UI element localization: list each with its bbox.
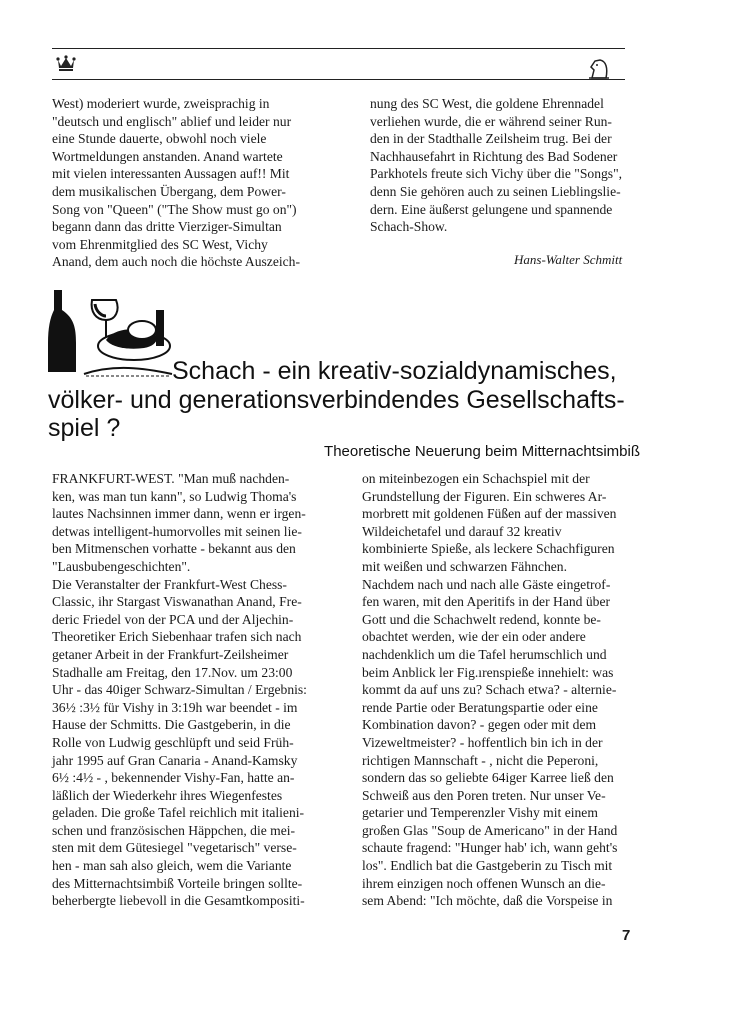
text-line: kommt da auf uns zu? Schach etwa? - alternie- [362,682,617,698]
text-line: Schach-Show. [370,219,448,235]
text-line: 6½ :4½ - , bekennender Vishy-Fan, hatte an- [52,770,295,786]
text-line: Schweiß aus den Poren treten. Nur unser Ve- [362,787,606,803]
text-line: Parkhotels freute sich Vichy über die "Songs", [370,166,623,182]
text-line: ken, was man tun kann", so Ludwig Thoma's [52,488,297,504]
text-line: Hause der Schmitts. Die Gastgeberin, in die [52,717,291,733]
text-line: Gott und die Schachwelt redend, konnte be- [362,611,601,627]
text-line: rende Partie oder Beratungspartie oder eine [362,699,598,715]
text-line: denn Sie gehören auch zu seinen Lieblingslie- [370,183,621,199]
top-left-column [52,95,300,271]
text-line: Rolle von Ludwig geschlüpft und seid Früh- [52,734,294,750]
text-line: Vizeweltmeister? - hoffentlich bin ich in der [362,734,603,750]
text-line: 36½ :3½ für Vishy in 3:19h war beendet - im [52,699,298,715]
text-line: geladen. Die große Tafel reichlich mit italieni- [52,805,305,821]
text-line: ben Mitmenschen vorhatte - bekannt aus den [52,541,296,557]
text-line: Theoretiker Erich Siebenhaar trafen sich nach [52,629,302,645]
text-line: getarier und Temperenzler Vishy mit einem [362,805,598,821]
text-line: läßlich der Wiederkehr ihres Wiegenfestes [52,787,283,803]
subheadline: Theoretische Neuerung beim Mitternachtsimbiß [324,443,640,460]
text-line: "Lausbubengeschichten". [52,558,191,574]
text-line: beherbergte liebevoll in die Gesamtkompositi- [52,893,305,909]
text-line: deric Friedel von der PCA und der Aljechin- [52,611,294,627]
text-line: des Mitternachtsimbiß Vorteile bringen sollte- [52,875,303,891]
headline-line-3: spiel ? [48,414,121,442]
text-line: schen und französischen Häppchen, die mei- [52,822,296,838]
queen-icon [56,54,76,72]
wine-bottle-food-illustration [44,288,174,378]
top-right-column [370,95,622,236]
text-line: beim Anblick ler Fig.ırenspieße innehielt: was [362,664,614,680]
page-number: 7 [622,927,631,944]
text-line: mit vielen interessanten Aussagen auf!! Mit [52,166,290,182]
text-line: schaute fragend: "Hunger hab' ich, wann geht's [362,840,618,856]
text-line: kombinierte Spieße, als leckere Schachfiguren [362,541,615,557]
text-line: Kombination davon? - gegen oder mit dem [362,717,597,733]
text-line: ihrem einzigen noch offenen Wunsch an die- [362,875,606,891]
text-line: West) moderiert wurde, zweisprachig in [52,96,270,111]
text-line: Classic, ihr Stargast Viswanathan Anand, Fre- [52,594,302,610]
text-line: on miteinbezogen ein Schachspiel mit der [362,471,590,486]
text-line: jahr 1995 auf Gran Canaria - Anand-Kamsky [52,752,298,768]
text-line: sondern das so geliebte 64iger Karree ließ den [362,770,614,786]
text-line: begann dann das dritte Vierziger-Simultan [52,219,282,235]
text-line: verliehen wurde, die er während seiner Run- [370,113,612,129]
text-line: getaner Arbeit in der Frankfurt-Zeilsheimer [52,646,289,662]
text-line: vom Ehrenmitglied des SC West, Vichy [52,236,268,252]
knight-icon [586,58,612,80]
text-line: den in der Stadthalle Zeilsheim trug. Bei der [370,131,612,147]
text-line: FRANKFURT-WEST. "Man muß nachden- [52,471,290,486]
text-line: morbrett mit goldenen Füßen auf der massiven [362,506,617,522]
text-line: nachdenklich um die Tafel herumschlich und [362,646,607,662]
text-line: großen Glas "Soup de Americano" in der Hand [362,822,618,838]
text-line: dem musikalischen Übergang, dem Power- [52,183,286,199]
author-signature: Hans-Walter Schmitt [514,252,623,267]
text-line: sem Abend: "Ich möchte, daß die Vorspeise in [362,893,613,909]
text-line: richtigen Mannschaft - , nicht die Peperoni, [362,752,599,768]
text-line: Grundstellung der Figuren. Ein schweres Ar- [362,488,607,504]
text-line: obachtet werden, wie der ein oder andere [362,629,586,645]
text-line: mit weißen und schwarzen Fähnchen. [362,558,567,574]
text-line: Anand, dem auch noch die höchste Auszeich- [52,254,301,270]
text-line: Wildeichetafel und darauf 32 kreativ [362,523,562,539]
text-line: nung des SC West, die goldene Ehrennadel [370,96,604,111]
text-line: Stadhalle am Freitag, den 17.Nov. um 23:00 [52,664,293,680]
headline-line-1: Schach - ein kreativ-sozialdynamisches, [172,357,617,385]
text-line: Nachhausefahrt in Richtung des Bad Sodener [370,148,618,164]
header-rule-bottom [52,79,625,80]
text-line: sten mit dem Gütesiegel "vegetarisch" verse- [52,840,297,856]
text-line: eine Stunde dauerte, obwohl noch viele [52,131,267,147]
text-line: Song von "Queen" ("The Show must go on") [52,201,297,217]
headline-line-2: völker- und generationsverbindendes Gesellschafts- [48,386,625,414]
text-line: Nachdem nach und nach alle Gäste eingetrof- [362,576,611,592]
text-line: los". Endlich bat die Gastgeberin zu Tisch mit [362,858,613,874]
header-rule-top [52,48,625,49]
text-line: lautes Nachsinnen immer dann, wenn er irgen- [52,506,306,522]
right-column [362,470,617,910]
text-line: fen waren, mit den Aperitifs in der Hand über [362,594,611,610]
text-line: hen - man sah also gleich, wem die Variante [52,858,292,874]
text-line: dern. Eine äußerst gelungene und spannende [370,201,613,217]
text-line: detwas intelligent-humorvolles mit seinen lie- [52,523,302,539]
text-line: Wortmeldungen anstanden. Anand wartete [52,148,283,164]
left-column [52,470,307,910]
text-line: Die Veranstalter der Frankfurt-West Chess- [52,576,287,592]
text-line: Uhr - das 40iger Schwarz-Simultan / Ergebnis: [52,682,307,698]
text-line: "deutsch und englisch" ablief und leider nur [52,113,292,129]
